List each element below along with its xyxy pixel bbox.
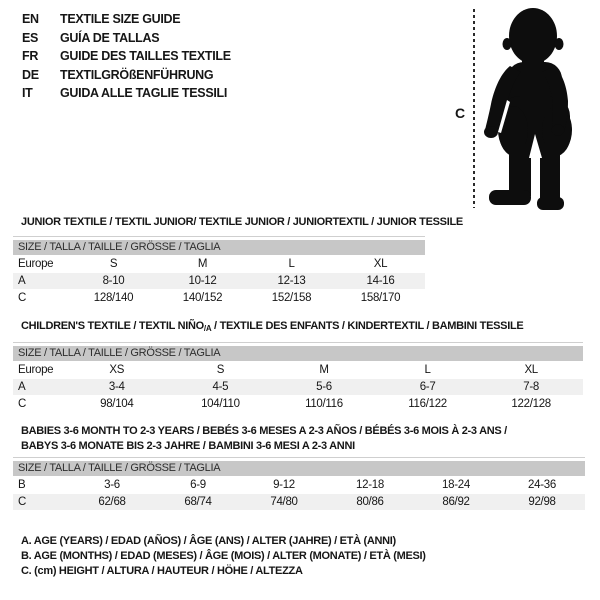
table-row-age — [13, 273, 425, 289]
children-title-part2: / TEXTILE DES ENFANTS / KINDERTEXTIL / BAMBINI TESSILE — [211, 320, 524, 332]
height-cell: 86/92 — [442, 496, 470, 508]
height-cell: 152/158 — [271, 292, 312, 304]
size-cell: XL — [373, 258, 388, 270]
footnote-height: C. (cm) HEIGHT / ALTURA / HAUTEUR / HÖHE / ALTEZZA — [21, 565, 303, 577]
age-cell: 24-36 — [528, 479, 556, 491]
language-title: TEXTILGRÖßENFÜHRUNG — [60, 67, 214, 82]
row-label: Europe — [18, 364, 54, 376]
legend-footnotes — [21, 534, 426, 579]
junior-section-title: JUNIOR TEXTILE / TEXTIL JUNIOR/ TEXTILE JUNIOR / JUNIORTEXTIL / JUNIOR TESSILE — [21, 216, 463, 228]
age-cell: 6-9 — [190, 479, 206, 491]
size-cell: M — [197, 258, 208, 270]
height-cell: 74/80 — [270, 496, 298, 508]
table-row-height — [13, 494, 585, 510]
baby-silhouette-icon — [480, 4, 598, 212]
footnote-age-months: B. AGE (MONTHS) / EDAD (MESES) / ÂGE (MOIS) / ALTER (MONATE) / ETÀ (MESI) — [21, 550, 426, 562]
age-cell: 12-13 — [277, 275, 306, 287]
row-label: Europe — [18, 258, 54, 270]
age-cell: 7-8 — [523, 381, 540, 393]
age-cell: 12-18 — [356, 479, 384, 491]
height-cell: 116/122 — [408, 398, 447, 410]
age-cell: 3-6 — [104, 479, 120, 491]
size-cell: L — [424, 364, 431, 376]
language-row-es — [22, 29, 231, 48]
age-cell: 18-24 — [442, 479, 470, 491]
babies-title-line2: BABYS 3-6 MONATE BIS 2-3 JAHRE / BAMBINI 3-6 MESI A 2-3 ANNI — [21, 440, 355, 452]
height-cell: 62/68 — [98, 496, 126, 508]
height-cell: 110/116 — [305, 398, 343, 410]
children-section-title — [21, 320, 523, 333]
size-cell: M — [319, 364, 329, 376]
age-cell: 5-6 — [316, 381, 332, 393]
babies-section-title — [21, 424, 507, 454]
age-cell: 9-12 — [273, 479, 295, 491]
children-title-sub: /A — [203, 324, 212, 333]
height-measure-dashed-line — [473, 9, 475, 208]
language-code: IT — [22, 86, 33, 101]
height-cell: 128/140 — [93, 292, 134, 304]
language-title: GUIDE DES TAILLES TEXTILE — [60, 49, 231, 64]
language-title-block — [22, 10, 231, 103]
size-cell: S — [109, 258, 118, 270]
height-cell: 68/74 — [184, 496, 212, 508]
junior-size-table — [13, 236, 425, 307]
table-row-height — [13, 290, 425, 306]
babies-title-line1: BABIES 3-6 MONTH TO 2-3 YEARS / BEBÉS 3-6 MESES A 2-3 AÑOS / BÉBÉS 3-6 MOIS À 2-3 ANS / — [21, 425, 507, 437]
language-row-it — [22, 84, 231, 103]
age-cell: 6-7 — [419, 381, 436, 393]
height-measure-label: C — [455, 105, 465, 121]
row-label: C — [18, 496, 27, 508]
children-title-part1: CHILDREN'S TEXTILE / TEXTIL NIÑO — [21, 320, 204, 332]
height-cell: 80/86 — [356, 496, 384, 508]
language-code: EN — [22, 12, 39, 26]
language-row-de — [22, 66, 231, 85]
size-cell: XS — [109, 364, 125, 376]
language-title: TEXTILE SIZE GUIDE — [60, 12, 181, 26]
size-cell: L — [288, 258, 295, 270]
language-code: FR — [22, 49, 39, 64]
size-cell: S — [216, 364, 225, 376]
table-row-height — [13, 396, 583, 412]
row-label: A — [18, 381, 26, 393]
height-cell: 98/104 — [100, 398, 134, 410]
height-cell: 122/128 — [511, 398, 551, 410]
row-label: C — [18, 292, 27, 304]
age-cell: 8-10 — [102, 275, 125, 287]
table-row-age — [13, 379, 583, 395]
height-cell: 104/110 — [201, 398, 240, 410]
table-row-europe — [13, 362, 583, 378]
size-header-bar: SIZE / TALLA / TAILLE / GRÖSSE / TAGLIA — [13, 461, 585, 476]
row-label: B — [18, 479, 26, 491]
row-label: A — [18, 275, 26, 287]
height-cell: 158/170 — [360, 292, 401, 304]
footnote-age-years: A. AGE (YEARS) / EDAD (AÑOS) / ÂGE (ANS) / ALTER (JAHRE) / ETÀ (ANNI) — [21, 535, 396, 547]
height-cell: 92/98 — [528, 496, 556, 508]
language-row-en — [22, 10, 231, 29]
language-title: GUIDA ALLE TAGLIE TESSILI — [60, 86, 228, 101]
language-title: GUÍA DE TALLAS — [60, 30, 160, 45]
age-cell: 3-4 — [108, 381, 125, 393]
age-cell: 14-16 — [366, 275, 395, 287]
babies-size-table — [13, 457, 585, 511]
size-cell: XL — [524, 364, 538, 376]
language-row-fr — [22, 47, 231, 66]
table-row-age-months — [13, 477, 585, 493]
table-row-europe — [13, 256, 425, 272]
age-cell: 10-12 — [188, 275, 217, 287]
language-code: ES — [22, 30, 39, 45]
language-code: DE — [22, 67, 39, 82]
age-cell: 4-5 — [212, 381, 229, 393]
row-label: C — [18, 398, 27, 410]
children-size-table — [13, 342, 583, 413]
size-header-bar: SIZE / TALLA / TAILLE / GRÖSSE / TAGLIA — [13, 240, 425, 255]
height-cell: 140/152 — [182, 292, 223, 304]
size-header-bar: SIZE / TALLA / TAILLE / GRÖSSE / TAGLIA — [13, 346, 583, 361]
